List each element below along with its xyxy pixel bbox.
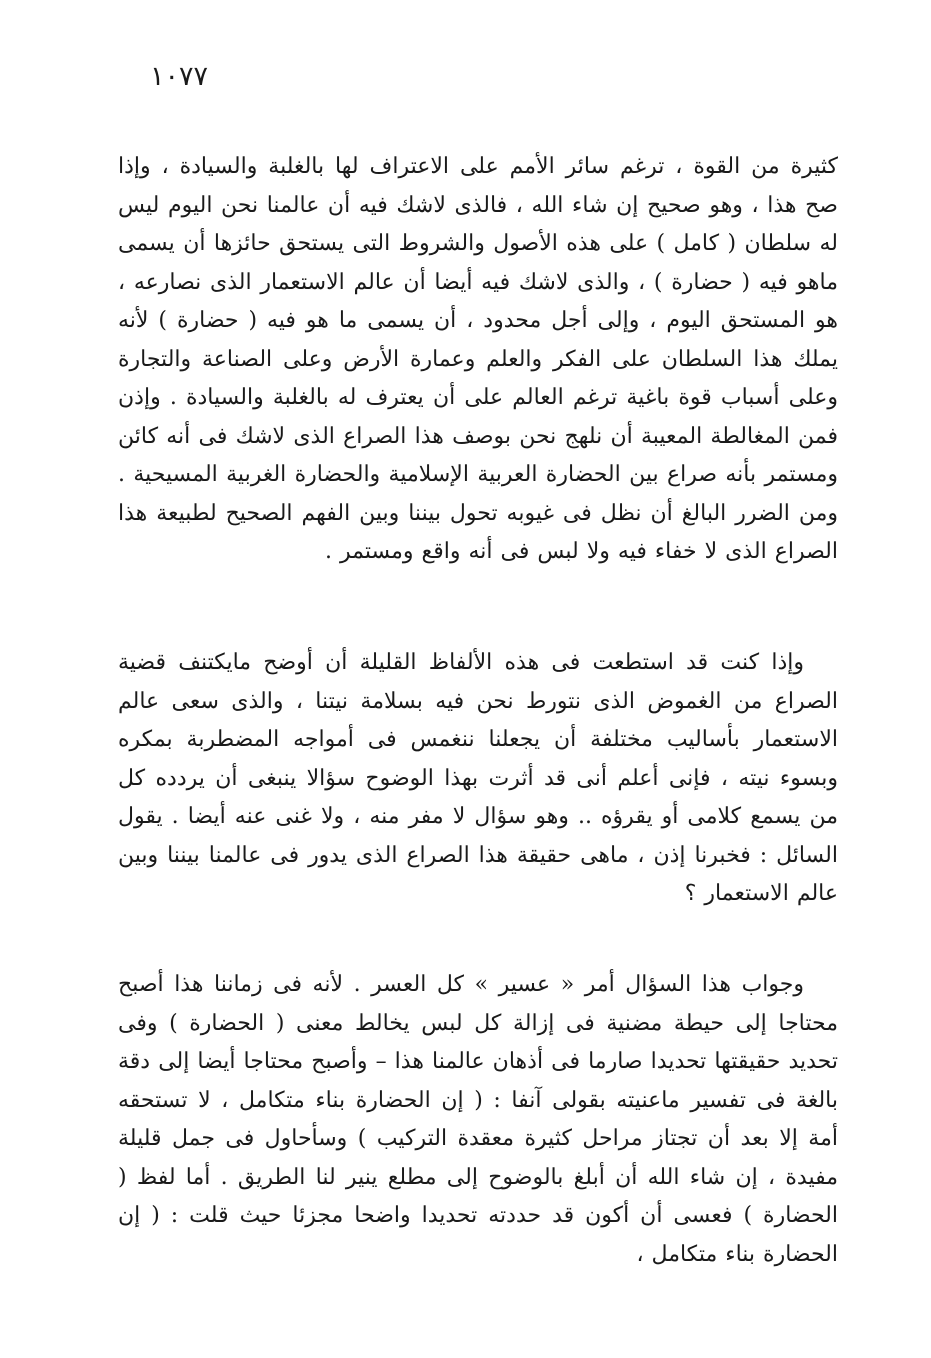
page-number: ١٠٧٧ xyxy=(150,61,209,92)
paragraph-3: وجواب هذا السؤال أمر « عسير » كل العسر . لأنه فى زماننا هذا أصبح محتاجا إلى حيطة مضنية فى إزالة كل لبس يخالط معنى ( الحضارة ) وفى تحديد حقيقتها تحديدا صارما فى أذهان عالمنا هذا – وأصبح محتاجا أيضا إلى دقة بالغة فى تفسير ماعنيته بقولى آنفا : ( إن الحضارة بناء متكامل ، لا تستحقه أمة إلا بعد أن تجتاز مراحل كثيرة معقدة التركيب ) وسأحاول فى جمل قليلة مفيدة ، إن شاء الله أن أبلغ بالوضوح إلى مطلع ينير لنا الطريق . أما لفظ ( الحضارة ) فعسى أن أكون قد حددته تحديدا واضحا مجزئا حيث قلت : ( إن الحضارة بناء متكامل ، xyxy=(118,972,838,1267)
paragraph-1: كثيرة من القوة ، ترغم سائر الأمم على الاعتراف لها بالغلبة والسيادة ، وإذا صح هذا ، وهو صحيح إن شاء الله ، فالذى لاشك فيه أن عالمنا نحن اليوم ليس له سلطان ( كامل ) على هذه الأصول والشروط التى يستحق حائزها أن يسمى ماهو فيه ( حضارة ) ، والذى لاشك فيه أيضا أن عالم الاستعمار الذى نصارعه ، هو المستحق اليوم ، وإلى أجل محدود ، أن يسمى ما هو فيه ( حضارة ) لأنه يملك هذا السلطان على الفكر والعلم وعمارة الأرض وعلى الصناعة والتجارة وعلى أسباب قوة باغية ترغم العالم على أن يعترف له بالغلبة والسيادة . وإذن فمن المغالطة المعيبة أن نلهج نحن بوصف هذا الصراع الذى لاشك فى أنه كائن ومستمر بأنه صراع بين الحضارة العربية الإسلامية والحضارة الغربية المسيحية . ومن الضرر البالغ أن نظل فى غيوبه تحول بيننا وبين الفهم الصحيح لطبيعة هذا الصراع الذى لا خفاء فيه ولا لبس فى أنه واقع ومستمر . xyxy=(118,154,838,564)
paragraph-2: وإذا كنت قد استطعت فى هذه الألفاظ القليلة أن أوضح مايكتنف قضية الصراع من الغموض الذى نتورط نحن فيه بسلامة نيتنا ، والذى سعى عالم الاستعمار بأساليب مختلفة أن يجعلنا ننغمس فى أمواجه المضطربة بمكره وبسوء نيته ، فإنى أعلم أنى قد أثرت بهذا الوضوح سؤالا ينبغى أن يردده كل من يسمع كلامى أو يقرؤه .. وهو سؤال لا مفر منه ، ولا غنى عنه أيضا . يقول السائل : فخبرنا إذن ، ماهى حقيقة هذا الصراع الذى يدور فى عالمنا بيننا وبين عالم الاستعمار ؟ xyxy=(118,650,838,906)
